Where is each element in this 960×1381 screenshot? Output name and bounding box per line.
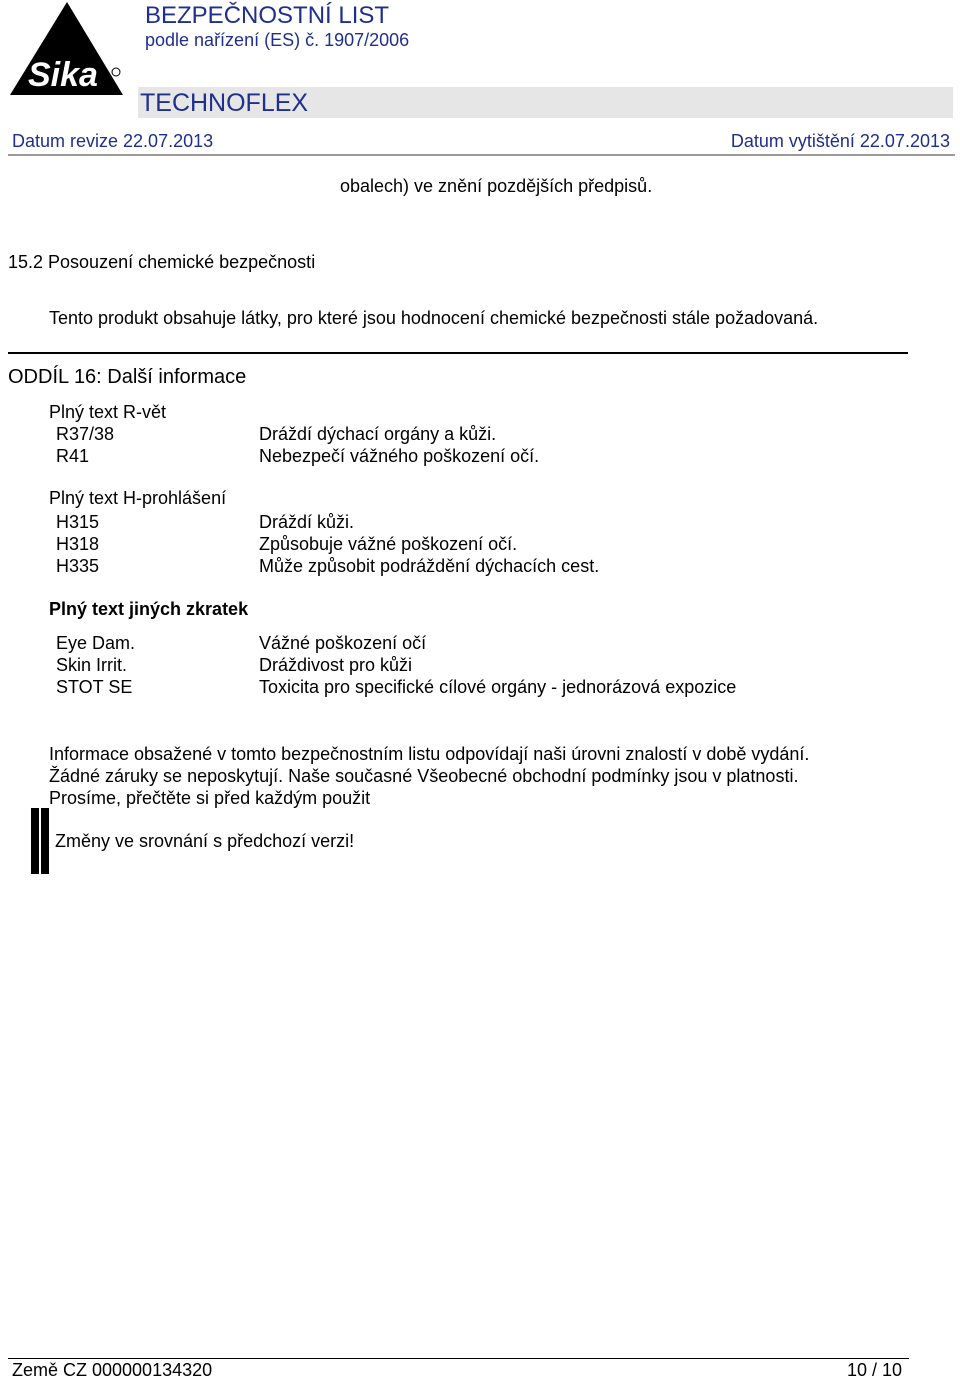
print-date: Datum vytištění 22.07.2013 <box>730 131 950 151</box>
logo-text: Sika <box>28 56 98 94</box>
section-divider <box>8 352 908 354</box>
header-divider <box>8 154 955 156</box>
h-statement-code: H318 <box>56 534 100 554</box>
changes-note: Změny ve srovnání s předchozí verzi! <box>55 831 355 851</box>
abbreviations-heading: Plný text jiných zkratek <box>49 599 249 619</box>
r-phrases-heading: Plný text R-vět <box>49 402 167 422</box>
change-bar <box>41 808 49 874</box>
abbreviation-text: Toxicita pro specifické cílové orgány - jednorázová expozice <box>259 677 737 697</box>
product-name: TECHNOFLEX <box>140 89 309 117</box>
continued-text: obalech) ve znění pozdějších předpisů. <box>340 176 653 196</box>
footer-country-code: Země CZ 000000134320 <box>12 1360 213 1380</box>
section-title: ODDÍL 16: Další informace <box>8 366 247 388</box>
h-statements-heading: Plný text H-prohlášení <box>49 488 227 508</box>
abbreviation-code: Eye Dam. <box>56 633 136 653</box>
h-statement-text: Způsobuje vážné poškození očí. <box>259 534 518 554</box>
disclaimer-line: Prosíme, přečtěte si před každým použit <box>49 788 371 808</box>
r-phrase-text: Dráždí dýchací orgány a kůži. <box>259 424 497 444</box>
footer-divider <box>8 1358 909 1359</box>
subsection-text: Tento produkt obsahuje látky, pro které jsou hodnocení chemické bezpečnosti stále požadovaná. <box>49 308 819 328</box>
revision-date: Datum revize 22.07.2013 <box>12 131 214 151</box>
disclaimer-line: Žádné záruky se neposkytují. Naše současné Všeobecné obchodní podmínky jsou v platnosti. <box>49 766 799 786</box>
h-statement-text: Může způsobit podráždění dýchacích cest. <box>259 556 600 576</box>
abbreviation-text: Dráždivost pro kůži <box>259 655 413 675</box>
abbreviation-text: Vážné poškození očí <box>259 633 427 653</box>
disclaimer-line: Informace obsažené v tomto bezpečnostním listu odpovídají naši úrovni znalostí v době vydání. <box>49 744 810 764</box>
sika-logo <box>10 2 125 97</box>
abbreviation-code: STOT SE <box>56 677 133 697</box>
change-bar <box>31 808 39 874</box>
document-title: BEZPEČNOSTNÍ LIST <box>145 2 390 29</box>
r-phrase-code: R37/38 <box>56 424 115 444</box>
r-phrase-code: R41 <box>56 446 90 466</box>
r-phrase-text: Nebezpečí vážného poškození očí. <box>259 446 540 466</box>
page-number: 10 / 10 <box>846 1360 902 1380</box>
h-statement-text: Dráždí kůži. <box>259 512 355 532</box>
document-subtitle: podle nařízení (ES) č. 1907/2006 <box>145 30 410 50</box>
subsection-title: 15.2 Posouzení chemické bezpečnosti <box>8 252 316 272</box>
abbreviation-code: Skin Irrit. <box>56 655 128 675</box>
h-statement-code: H315 <box>56 512 100 532</box>
h-statement-code: H335 <box>56 556 100 576</box>
